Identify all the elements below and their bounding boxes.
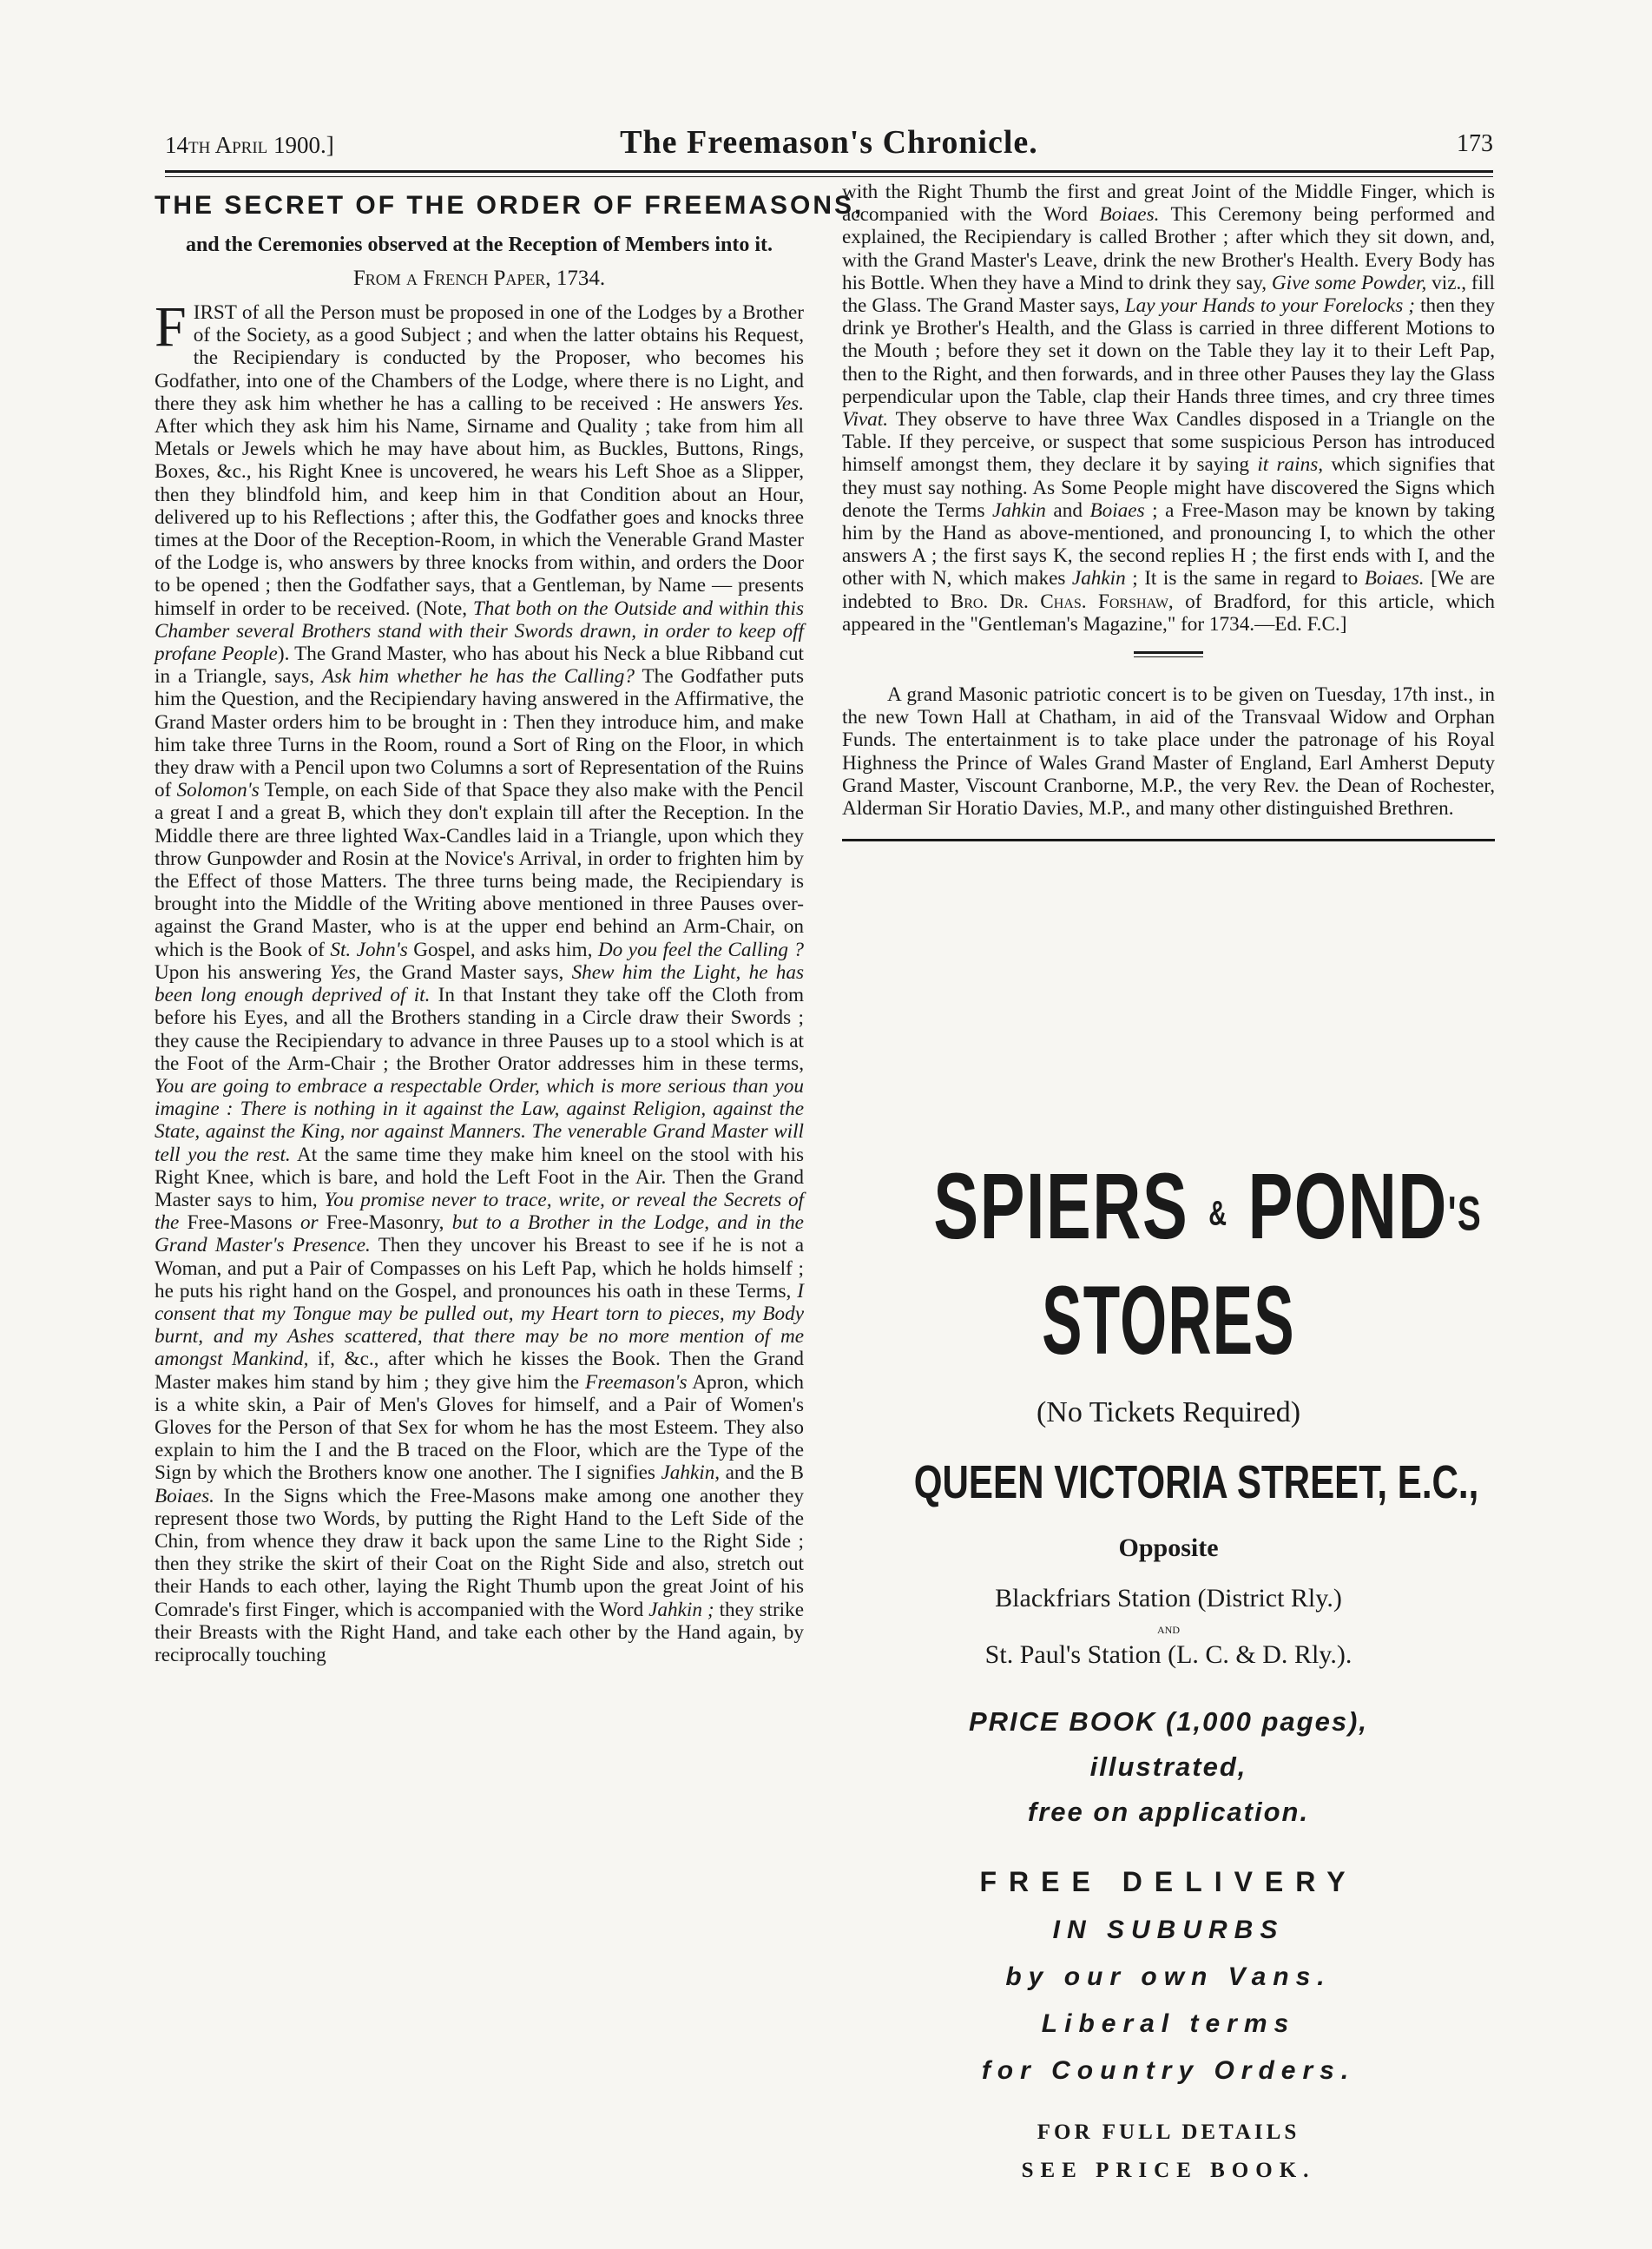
ad-full-details: FOR FULL DETAILS: [1037, 2120, 1300, 2145]
header-rule: [165, 170, 1493, 177]
ad-and: AND: [1157, 1624, 1180, 1637]
ad-price-book: PRICE BOOK (1,000 pages),: [968, 1706, 1368, 1738]
article-title: THE SECRET OF THE ORDER OF FREEMASONS,: [155, 191, 865, 220]
ad-see-price-book: SEE PRICE BOOK.: [1021, 2159, 1316, 2183]
spiers-pond-advertisement: [842, 1155, 1495, 2183]
column-rule: [842, 839, 1495, 841]
ad-in-suburbs: IN SUBURBS: [1052, 1916, 1285, 1945]
section-divider: [1134, 651, 1203, 657]
ad-brand: SPIERS & POND'S: [933, 1153, 1483, 1258]
ad-station-blackfriars: Blackfriars Station (District Rly.): [995, 1584, 1342, 1613]
page-number: 173: [1457, 130, 1493, 157]
drop-cap: F: [155, 295, 187, 359]
ad-free-application: free on application.: [1027, 1797, 1310, 1828]
ad-station-st-pauls: St. Paul's Station (L. C. & D. Rly.).: [984, 1640, 1353, 1670]
concert-notice: A grand Masonic patriotic concert is to be given on Tuesday, 17th inst., in the new Town Hall at Chatham, in aid of the Transvaal Widow and Orphan Funds. The entertainment is to take place under the patronage of his Royal Highness the Prince of Wales Grand Master of England, Earl Amherst Deputy Grand Master, Viscount Cranborne, M.P., the very Rev. the Dean of Rochester, Alderman Sir Horatio Davies, M.P., and many other distinguished Brethren.: [842, 683, 1495, 821]
article-source: From a French Paper, 1734.: [352, 267, 606, 290]
page-header: [165, 122, 1493, 167]
article-body: FIRST of all the Person must be proposed in one of the Lodges by a Brother of the Society, as a good Subject ; and when the latter obtains his Request, the Recipiendary is conducted by the Proposer, who becomes his Godfather, into one of the Chambers of the Lodge, where there is no Light, and there they ask him whether he has a calling to be received : He answers Yes. After which they ask him his Name, Sirname and Quality ; take from him all Metals or Jewels which he may have about him, as Buckles, Buttons, Rings, Boxes, &c., his Right Knee is uncovered, he wears his Left Shoe as a Slipper, then they blindfold him, and keep him in that Condition about an Hour, delivered up to his Reflections ; after this, the Godfather goes and knocks three times at the Door of the Reception-Room, in which the Venerable Grand Master of the Lodge is, who answers by three knocks from within, and orders the Door to be opened ; then the Godfather says, that a Gentleman, by Name — presents himself in order to be received. (Note, That both on the Outside and within this Chamber several Brothers stand with their Swords drawn, in order to keep off profane People). The Grand Master, who has about his Neck a blue Ribband cut in a Triangle, says, Ask him whether he has the Calling? The Godfather puts him the Question, and the Recipiendary having answered in the Affirmative, the Grand Master orders him to be brought in : Then they introduce him, and make him take three Turns in the Room, round a Sort of Ring on the Floor, in which they draw with a Pencil upon two Columns a sort of Representation of the Ruins of Solomon's Temple, on each Side of that Space they also make with the Pencil a great I and a great B, which they don't explain till after the Reception. In the Middle there are three lighted Wax-Candles laid in a Triangle, upon which they throw Gunpowder and Rosin at the Novice's Arrival, in order to frighten him by the Effect of those Matters. The three turns being made, the Recipiendary is brought into the Middle of the Writing above mentioned in three Pauses over-against the Grand Master, who is at the upper end behind an Arm-Chair, on which is the Book of St. John's Gospel, and asks him, Do you feel the Calling ? Upon his answering Yes, the Grand Master says, Shew him the Light, he has been long enough deprived of it. In that Instant they take off the Cloth from before his Eyes, and all the Brothers standing in a Circle draw their Swords ; they cause the Recipiendary to advance in three Pauses up to a stool which is at the Foot of the Arm-Chair ; the Brother Orator addresses him in these terms, You are going to embrace a respectable Order, which is more serious than you imagine : There is nothing in it against the Law, against Religion, against the State, against the King, nor against Manners. The venerable Grand Master will tell you the rest. At the same time they make him kneel on the stool with his Right Knee, which is bare, and hold the Left Foot in the Air. Then the Grand Master says to him, You promise never to trace, write, or reveal the Secrets of the Free-Masons or Free-Masonry, but to a Brother in the Lodge, and in the Grand Master's Presence. Then they uncover his Breast to see if he is not a Woman, and put a Pair of Compasses on his Left Pap, which he holds himself ; he puts his right hand on the Gospel, and pronounces his oath in these Terms, I consent that my Tongue may be pulled out, my Heart torn to pieces, my Body burnt, and my Ashes scattered, that there may be no more mention of me amongst Mankind, if, &c., after which he kisses the Book. Then the Grand Master makes him stand by him ; they give him the Freemason's Apron, which is a white skin, a Pair of Men's Gloves for himself, and a Pair of Women's Gloves for the Person of that Sex for whom he has the most Esteem. They also explain to him the I and the B traced on the Floor, which are the Type of the Sign by which the Brothers know one another. The I signifies Jahkin, and the B Boiaes. In the Signs which the Free-Masons make among one another they represent those two Words, by putting the Right Hand to the Left Side of the Chin, from whence they draw it back upon the same Line to the Right Side ; then they strike the skirt of their Coat on the Right Side and also, stretch out their Hands to each other, laying the Right Thumb upon the great Joint of his Comrade's first Finger, which is accompanied with the Word Jahkin ; they strike their Breasts with the Right Hand, and take each other by the Hand again, by reciprocally touching: [155, 295, 805, 1666]
ad-free-delivery: FREE DELIVERY: [979, 1866, 1358, 1898]
ad-opposite: Opposite: [1118, 1533, 1219, 1563]
left-column: [155, 191, 865, 1666]
ad-liberal-terms: Liberal terms: [1041, 2009, 1296, 2039]
ad-country-orders: for Country Orders.: [981, 2056, 1356, 2086]
ad-own-vans: by our own Vans.: [1005, 1962, 1332, 1992]
ad-stores: STORES: [1042, 1266, 1295, 1375]
ad-illustrated: illustrated,: [1089, 1751, 1247, 1783]
right-column: [842, 181, 1495, 841]
article-subtitle: and the Ceremonies observed at the Reception of Members into it.: [185, 234, 773, 256]
article-continuation: with the Right Thumb the first and great Joint of the Middle Finger, which is accompanied with the Word Boiaes. This Ceremony being performed and explained, the Recipiendary is called Brother ; after which they sit down, and, with the Grand Master's Leave, drink the new Brother's Health. Every Body has his Bottle. When they have a Mind to drink they say, Give some Powder, viz., fill the Glass. The Grand Master says, Lay your Hands to your Forelocks ; then they drink ye Brother's Health, and the Glass is carried in three different Motions to the Mouth ; before they set it down on the Table they lay it to their Left Pap, then to the Right, and then forwards, and in three other Pauses they lay the Glass perpendicular upon the Table, clap their Hands three times, and cry three times Vivat. They observe to have three Wax Candles disposed in a Triangle on the Table. If they perceive, or suspect that some suspicious Person has introduced himself amongst them, they declare it by saying it rains, which signifies that they must say nothing. As Some People might have discovered the Signs which denote the Terms Jahkin and Boiaes ; a Free-Mason may be known by taking him by the Hand as above-mentioned, and pronouncing I, to which the other answers A ; the first says K, the second replies H ; the first ends with I, and the other with N, which makes Jahkin ; It is the same in regard to Boiaes. [We are indebted to Bro. Dr. Chas. Forshaw, of Bradford, for this article, which appeared in the "Gentleman's Magazine," for 1734.—Ed. F.C.]: [842, 181, 1495, 636]
issue-date: 14th April 1900.]: [165, 132, 334, 158]
ad-no-tickets: (No Tickets Required): [1036, 1396, 1301, 1429]
masthead: The Freemason's Chronicle.: [620, 124, 1038, 161]
ad-street: QUEEN VICTORIA STREET, E.C.,: [913, 1456, 1479, 1509]
